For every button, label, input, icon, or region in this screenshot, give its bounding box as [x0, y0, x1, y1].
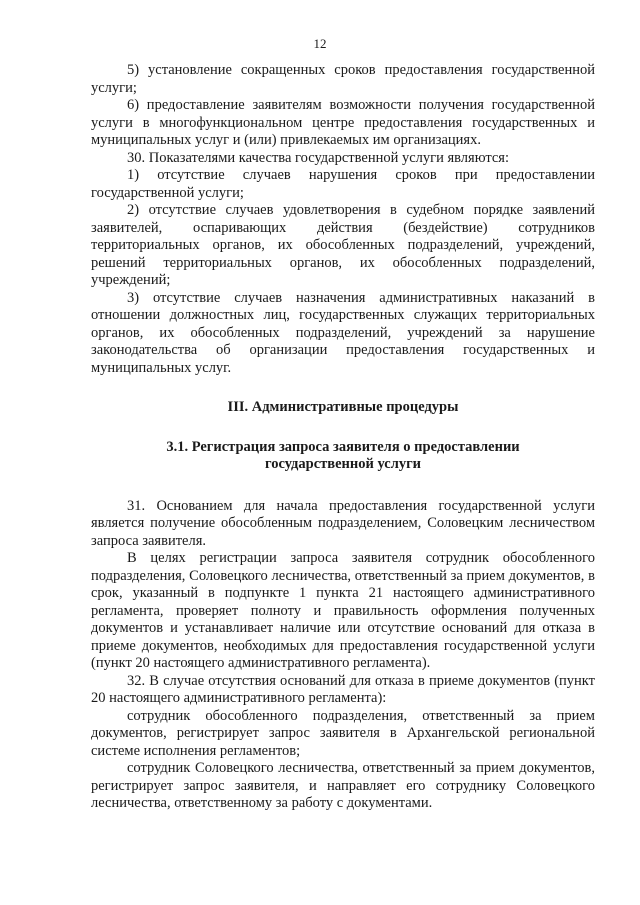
paragraph-30-item-1: 1) отсутствие случаев нарушения сроков при предоставлении государственной услуги; — [91, 167, 595, 201]
paragraph-item-5: 5) установление сокращенных сроков предоставления государственной услуги; — [91, 62, 595, 96]
page-number: 12 — [313, 36, 327, 51]
subsection-heading-line-1: 3.1. Регистрация запроса заявителя о предоставлении — [166, 438, 520, 455]
paragraph-item-6: 6) предоставление заявителям возможности получения государственной услуги в многофункциональном центре предоставления государственных и муниципальных услуг и (или) привлекаемых им организациях. — [91, 97, 595, 148]
paragraph-30: 30. Показателями качества государственной услуги являются: — [127, 149, 510, 166]
paragraph-32-item-2: сотрудник Соловецкого лесничества, ответственный за прием документов, регистрирует запрос заявителя, и направляет его сотруднику Соловецкого лесничества, ответственному за работу с документами. — [91, 760, 595, 811]
paragraph-30-item-2: 2) отсутствие случаев удовлетворения в судебном порядке заявлений заявителей, оспаривающих действия (бездействие) сотрудников территориальных органов, их обособленных подразделений, учреждений, решений территориальных органов, их обособленных подразделений, учреждений; — [91, 202, 595, 288]
paragraph-32-item-1: сотрудник обособленного подразделения, ответственный за прием документов, регистрирует запрос заявителя в Архангельской региональной системе исполнения регламентов; — [91, 707, 595, 759]
section-heading: III. Административные процедуры — [227, 399, 459, 415]
paragraph-registration: В целях регистрации запроса заявителя сотрудник обособленного подразделения, Соловецкого лесничества, ответственный за прием документов, в срок, указанный в подпункте 1 пункта 21 настоящего административного регламента, проверяет полноту и правильность оформления полученных документов и устанавливает наличие или отсутствие оснований для отказа в приеме документов, необходимых для предоставления государственной услуги (пункт 20 настоящего административного регламента). — [91, 550, 595, 671]
paragraph-32: 32. В случае отсутствия оснований для отказа в приеме документов (пункт 20 настоящего административного регламента): — [91, 672, 595, 706]
paragraph-30-item-3: 3) отсутствие случаев назначения административных наказаний в отношении должностных лиц, государственных служащих территориальных органов, их обособленных подразделений, учреждений за нарушение законодательства об организации предоставления государственных и муниципальных услуг. — [91, 289, 595, 376]
subsection-heading-line-2: государственной услуги — [264, 456, 422, 472]
subsection-heading — [91, 439, 595, 474]
paragraph-31: 31. Основанием для начала предоставления государственной услуги является получение обособленным подразделением, Соловецким лесничеством запроса заявителя. — [91, 497, 595, 549]
section-body — [91, 498, 595, 813]
document-body — [91, 62, 595, 813]
